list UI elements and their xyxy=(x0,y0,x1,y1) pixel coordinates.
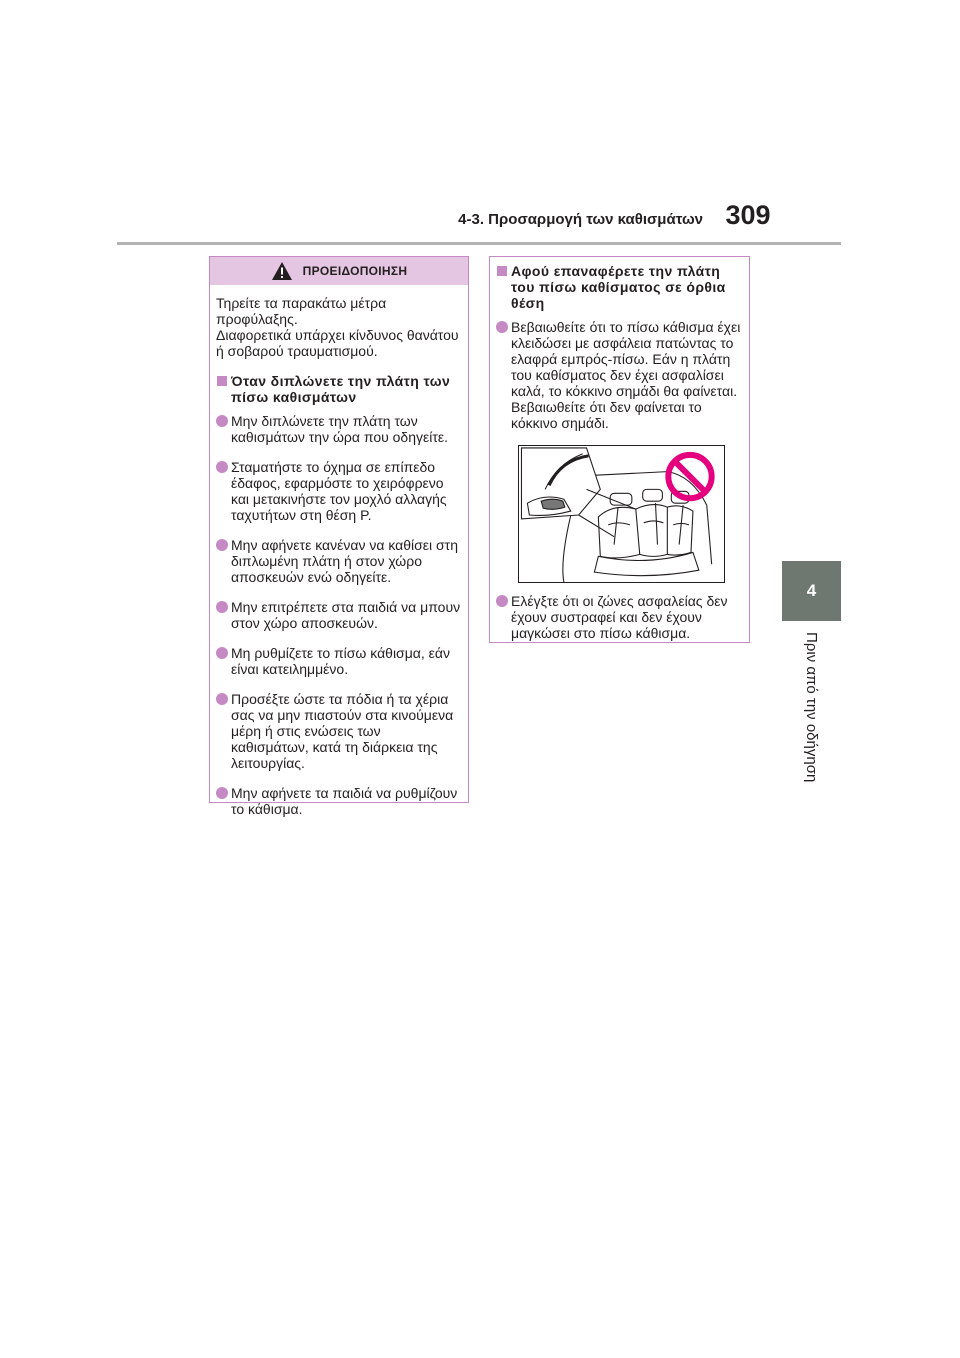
bullet-dot-icon xyxy=(216,693,228,705)
warning-title: ΠΡΟΕΙΔΟΠΟΙΗΣΗ xyxy=(302,264,408,278)
warning-bullet xyxy=(216,537,462,585)
warning-bullet xyxy=(216,599,462,631)
chapter-side-title: Πριν από την οδήγηση xyxy=(803,632,820,783)
bullet-dot-icon xyxy=(216,787,228,799)
warning-bullet xyxy=(216,785,462,817)
warning-bullet-text: Μην αφήνετε κανέναν να καθίσει στη διπλωμένη πλάτη ή στον χώρο αποσκευών ενώ οδηγείτε. xyxy=(231,537,458,585)
warning-body xyxy=(210,285,468,817)
bullet-dot-icon xyxy=(496,321,508,333)
bullet-dot-icon xyxy=(496,595,508,607)
warning-intro-line-1: Τηρείτε τα παρακάτω μέτρα προφύλαξης. xyxy=(216,295,387,327)
bullet-dot-icon xyxy=(216,539,228,551)
warning-heading xyxy=(216,373,462,405)
seatback-bullet-text: Ελέγξτε ότι οι ζώνες ασφαλείας δεν έχουν συστραφεί και δεν έχουν μαγκώσει στο πίσω κάθισμα. xyxy=(511,593,728,641)
square-marker-icon xyxy=(497,266,507,276)
bullet-dot-icon xyxy=(216,601,228,613)
seatback-heading-text: Αφού επαναφέρετε την πλάτη του πίσω καθίσματος σε όρθια θέση xyxy=(511,263,726,311)
warning-intro xyxy=(216,295,462,359)
seatback-heading xyxy=(496,263,743,311)
warning-heading-text: Όταν διπλώνετε την πλάτη των πίσω καθισμάτων xyxy=(231,373,451,405)
rear-seat-illustration xyxy=(518,445,725,583)
bullet-dot-icon xyxy=(216,415,228,427)
warning-bullet-text: Μην αφήνετε τα παιδιά να ρυθμίζουν το κάθισμα. xyxy=(231,785,458,817)
warning-bullet xyxy=(216,645,462,677)
page-number: 309 xyxy=(725,200,771,230)
prohibition-sign-icon xyxy=(668,455,711,498)
bullet-dot-icon xyxy=(216,647,228,659)
warning-bullet xyxy=(216,691,462,771)
warning-bullet xyxy=(216,413,462,445)
bullet-dot-icon xyxy=(216,461,228,473)
seatback-bullet xyxy=(496,319,743,431)
seatback-check-body xyxy=(490,257,749,641)
warning-bullet xyxy=(216,459,462,523)
warning-triangle-icon xyxy=(271,261,293,281)
header-rule xyxy=(117,242,841,245)
warning-intro-line-2: Διαφορετικά υπάρχει κίνδυνος θανάτου ή σοβαρού τραυματισμού. xyxy=(216,327,459,359)
rear-seat-drawing xyxy=(519,446,724,582)
warning-box xyxy=(209,256,469,817)
seatback-bullet xyxy=(496,593,743,641)
seatback-bullet-text: Βεβαιωθείτε ότι το πίσω κάθισμα έχει κλειδώσει με ασφάλεια πατώντας το ελαφρά εμπρός-πίσω. Εάν η πλάτη του καθίσματος δεν έχει ασφαλίσει καλά, το κόκκινο σημάδι θα φαίνεται. Βεβαιωθείτε ότι δεν φαίνεται το κόκκινο σημάδι. xyxy=(511,319,741,431)
section-title: 4-3. Προσαρμογή των καθισμάτων xyxy=(458,211,703,228)
warning-bullet-text: Μη ρυθμίζετε το πίσω κάθισμα, εάν είναι κατειλημμένο. xyxy=(231,645,450,677)
chapter-tab[interactable]: 4 xyxy=(782,561,841,621)
warning-bullet-text: Μην διπλώνετε την πλάτη των καθισμάτων την ώρα που οδηγείτε. xyxy=(231,413,449,445)
square-marker-icon xyxy=(217,376,227,386)
warning-bullet-text: Σταματήστε το όχημα σε επίπεδο έδαφος, εφαρμόστε το χειρόφρενο και μετακινήστε τον μοχλό αλλαγής ταχυτήτων στη θέση P. xyxy=(231,459,447,523)
warning-bullet-text: Μην επιτρέπετε στα παιδιά να μπουν στον χώρο αποσκευών. xyxy=(231,599,461,631)
seatback-check-box xyxy=(489,256,750,643)
warning-bullet-text: Προσέξτε ώστε τα πόδια ή τα χέρια σας να μην πιαστούν στα κινούμενα μέρη ή στις ενώσεις των καθισμάτων, κατά τη διάρκεια της λειτουργίας. xyxy=(231,691,454,771)
warning-title-bar xyxy=(210,257,468,285)
